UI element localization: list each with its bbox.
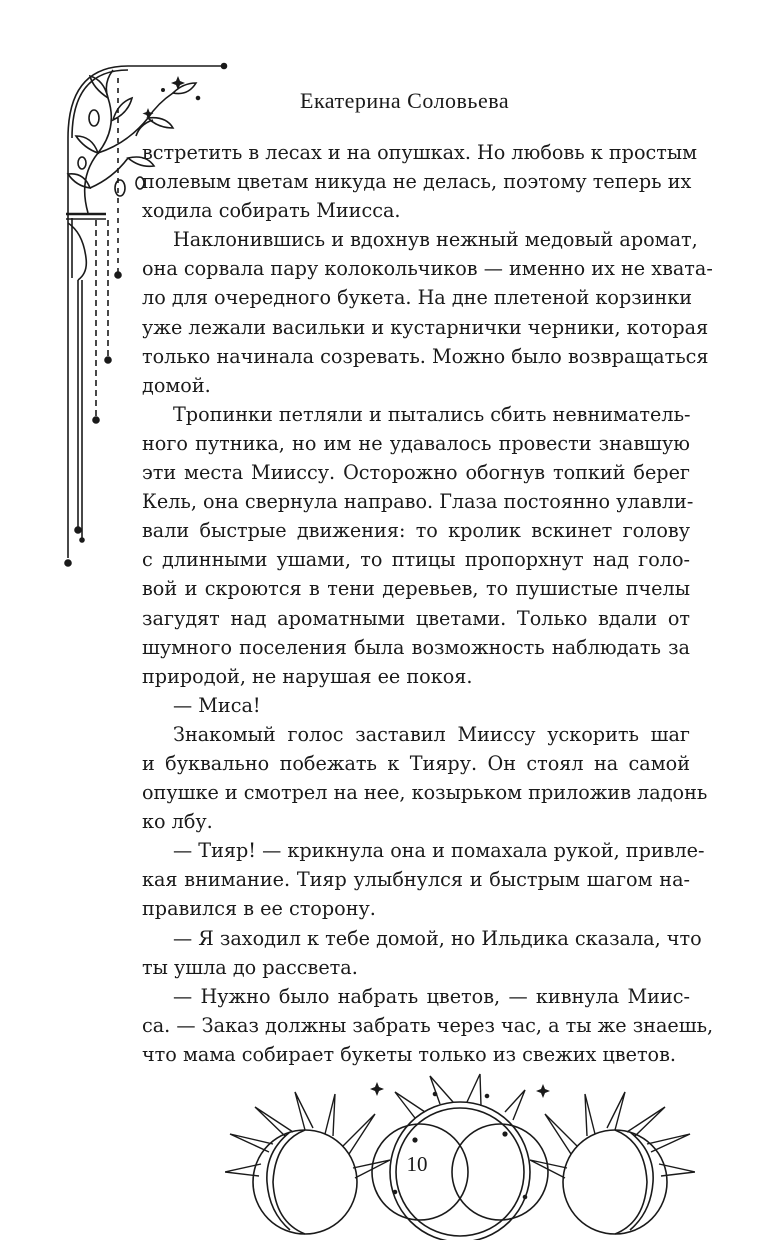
text-line: и буквально побежать к Тияру. Он стоял на самой (142, 751, 690, 775)
text-line: ло для очередного букета. На дне плетеной корзинки (142, 286, 693, 310)
text-line: — Миса! (173, 693, 261, 717)
text-line: встретить в лесах и на опушках. Но любовь к простым (142, 141, 698, 164)
text-line: природой, не нарушая ее покоя. (142, 664, 473, 688)
body-text (142, 138, 714, 1069)
text-line: Кель, она свернула направо. Глаза постоянно улавли- (142, 490, 694, 514)
text-line: ного путника, но им не удавалось провести знавшую (142, 431, 690, 455)
text-line: загудят над ароматными цветами. Только вдали от (142, 606, 690, 630)
text-line: вали быстрые движения: то кролик вскинет голову (142, 519, 690, 543)
text-line: Знакомый голос заставил Мииссу ускорить шаг (173, 722, 690, 746)
text-line: ко лбу. (142, 810, 213, 834)
text-line: она сорвала пару колокольчиков — именно их не хвата- (142, 257, 713, 281)
text-line: — Нужно было набрать цветов, — кивнула Миис- (173, 984, 690, 1008)
text-line: эти места Мииссу. Осторожно обогнув топкий берег (142, 461, 690, 485)
text-line: са. — Заказ должны забрать через час, а ты же знаешь, (142, 1013, 714, 1037)
page-number: 10 (406, 1152, 428, 1176)
text-line: ты ушла до рассвета. (142, 955, 358, 979)
text-line: уже лежали васильки и кустарнички черники, которая (142, 315, 709, 339)
text-line: Тропинки петляли и пытались сбить невниматель- (173, 402, 691, 426)
text-line: только начинала созревать. Можно было возвращаться (142, 344, 709, 368)
text-line: вой и скроются в тени деревьев, то пушистые пчелы (142, 577, 690, 601)
text-line: с длинными ушами, то птицы пропорхнут над голо- (142, 548, 690, 572)
text-line: полевым цветам никуда не делась, поэтому теперь их (142, 170, 692, 194)
text-line: кая внимание. Тияр улыбнулся и быстрым шагом на- (142, 868, 690, 892)
text-line: Наклонившись и вдохнув нежный медовый аромат, (173, 228, 698, 252)
text-line: — Я заходил к тебе домой, но Ильдика сказала, что (173, 926, 702, 950)
running-header-author: Екатерина Соловьева (300, 88, 510, 113)
text-line: опушке и смотрел на нее, козырьком приложив ладонь (142, 781, 708, 805)
text-line: домой. (142, 373, 211, 397)
text-line: правился в ее сторону. (142, 897, 376, 921)
text-line: что мама собирает букеты только из свежих цветов. (142, 1042, 677, 1066)
text-line: — Тияр! — крикнула она и помахала рукой, привле- (173, 839, 705, 863)
text-line: шумного поселения была возможность наблюдать за (142, 635, 690, 659)
text-line: ходила собирать Миисса. (142, 199, 401, 223)
